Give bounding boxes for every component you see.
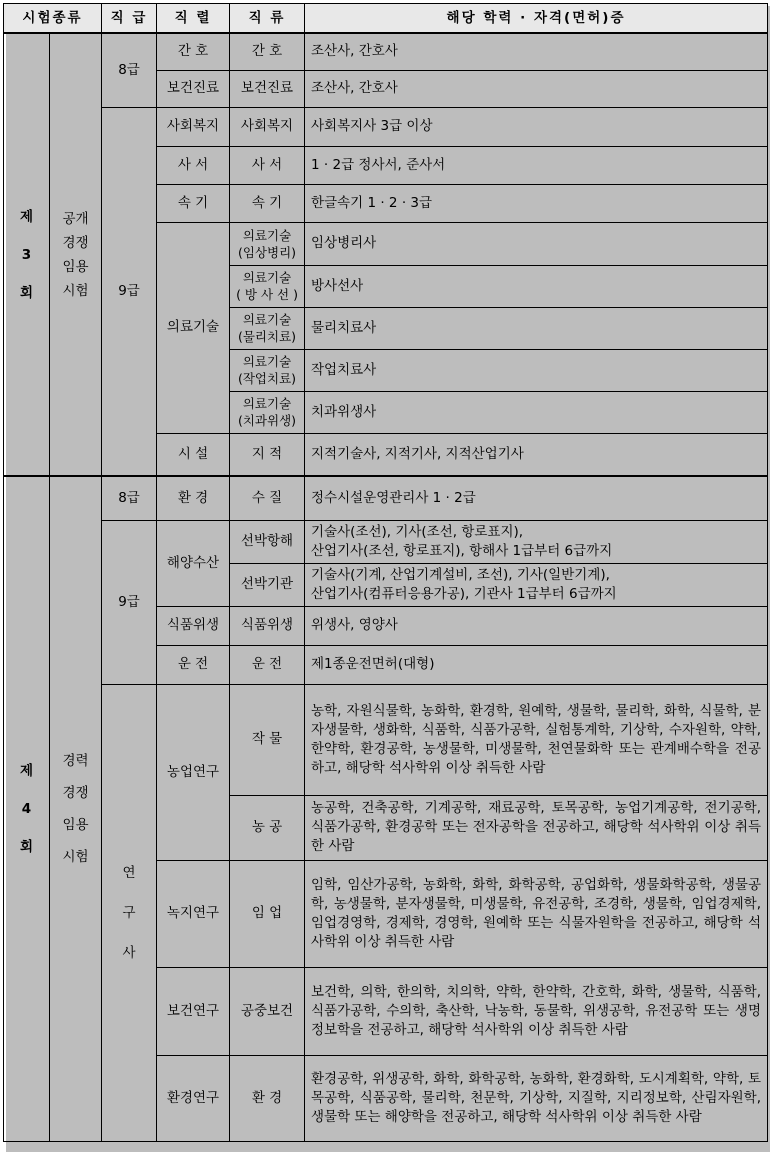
series-cell: 환 경 — [157, 476, 230, 520]
table-row — [4, 684, 768, 795]
requirement-cell: 사회복지사 3급 이상 — [305, 107, 768, 146]
series-cell: 사회복지 — [157, 107, 230, 146]
table-row — [4, 33, 768, 70]
kind-cell: 지 적 — [230, 433, 305, 476]
kind-cell: 의료기술 (임상병리) — [230, 222, 305, 265]
kind-cell: 선박기관 — [230, 563, 305, 606]
round3-grade9: 9급 — [102, 107, 157, 476]
kind-cell: 의료기술 (물리치료) — [230, 307, 305, 349]
kind-cell: 보건진료 — [230, 70, 305, 107]
requirement-cell: 임학, 임산가공학, 농화학, 화학, 화학공학, 공업화학, 생물화학공학, 생물공학, 농생물학, 분자생물학, 미생물학, 유전공학, 조경학, 생물학, 임업경제학, 임업경영학, 경제학, 경영학, 원예학 또는 식물자원학을 전공하고, 해당학 석사학위 이상 취득한 사람 — [305, 860, 768, 967]
requirement-cell: 조산사, 간호사 — [305, 33, 768, 70]
kind-cell: 선박항해 — [230, 520, 305, 563]
series-cell: 운 전 — [157, 645, 230, 684]
header-row — [4, 4, 768, 34]
series-medical: 의료기술 — [157, 222, 230, 433]
kind-cell: 임 업 — [230, 860, 305, 967]
kind-cell: 수 질 — [230, 476, 305, 520]
requirement-cell: 1 · 2급 정사서, 준사서 — [305, 146, 768, 184]
series-marine: 해양수산 — [157, 520, 230, 606]
series-cell: 식품위생 — [157, 606, 230, 645]
series-cell: 보건연구 — [157, 967, 230, 1055]
round3-exam-type: 공개 경쟁 임용 시험 — [50, 33, 102, 476]
series-cell: 시 설 — [157, 433, 230, 476]
kind-cell: 의료기술 (치과위생) — [230, 391, 305, 433]
requirement-cell: 조산사, 간호사 — [305, 70, 768, 107]
requirement-cell: 정수시설운영관리사 1 · 2급 — [305, 476, 768, 520]
qualification-table — [3, 3, 768, 1142]
round4-grade9: 9급 — [102, 520, 157, 684]
kind-cell: 사 서 — [230, 146, 305, 184]
requirement-cell: 한글속기 1 · 2 · 3급 — [305, 184, 768, 222]
table-row — [4, 107, 768, 146]
table-row — [4, 520, 768, 563]
header-exam-type: 시험종류 — [4, 4, 102, 34]
researcher-grade: 연 구 사 — [102, 684, 157, 1141]
header-requirement: 해당 학력 · 자격(면허)증 — [305, 4, 768, 34]
header-series: 직 렬 — [157, 4, 230, 34]
requirement-cell: 작업치료사 — [305, 349, 768, 391]
requirement-cell: 농공학, 건축공학, 기계공학, 재료공학, 토목공학, 농업기계공학, 전기공학, 식품가공학, 환경공학 또는 전자공학을 전공하고, 해당학 석사학위 이상 취득한 사람 — [305, 795, 768, 860]
series-agri: 농업연구 — [157, 684, 230, 860]
requirement-cell: 위생사, 영양사 — [305, 606, 768, 645]
kind-cell: 공중보건 — [230, 967, 305, 1055]
requirement-cell: 농학, 자원식물학, 농화학, 환경학, 원예학, 생물학, 물리학, 화학, 식물학, 분자생물학, 생화학, 식품학, 식품가공학, 실험통계학, 기상학, 수자원학, 약학, 한약학, 환경공학, 농생물학, 미생물학, 천연물화학 또는 관계배수학을 전공하고, 해당학 석사학위 이상 취득한 사람 — [305, 684, 768, 795]
series-cell: 사 서 — [157, 146, 230, 184]
kind-cell: 의료기술 ( 방 사 선 ) — [230, 265, 305, 307]
requirement-cell: 기술사(기계, 산업기계설비, 조선), 기사(일반기계), 산업기사(컴퓨터응용가공), 기관사 1급부터 6급까지 — [305, 563, 768, 606]
round4-label: 제 4 회 — [4, 476, 50, 1141]
kind-cell: 간 호 — [230, 33, 305, 70]
requirement-cell: 지적기술사, 지적기사, 지적산업기사 — [305, 433, 768, 476]
requirement-cell: 기술사(조선), 기사(조선, 항로표지), 산업기사(조선, 항로표지), 항해사 1급부터 6급까지 — [305, 520, 768, 563]
requirement-cell: 치과위생사 — [305, 391, 768, 433]
kind-cell: 농 공 — [230, 795, 305, 860]
series-cell: 환경연구 — [157, 1055, 230, 1141]
header-kind: 직 류 — [230, 4, 305, 34]
requirement-cell: 환경공학, 위생공학, 화학, 화학공학, 농화학, 환경화학, 도시계획학, 약학, 토목공학, 식품공학, 물리학, 천문학, 기상학, 지질학, 지리정보학, 산림자원학, 생물학 또는 해양학을 전공하고, 해당학 석사학위 이상 취득한 사람 — [305, 1055, 768, 1141]
series-cell: 보건진료 — [157, 70, 230, 107]
kind-cell: 작 물 — [230, 684, 305, 795]
round4-grade8: 8급 — [102, 476, 157, 520]
series-cell: 녹지연구 — [157, 860, 230, 967]
requirement-cell: 임상병리사 — [305, 222, 768, 265]
kind-cell: 환 경 — [230, 1055, 305, 1141]
requirement-cell: 물리치료사 — [305, 307, 768, 349]
series-cell: 간 호 — [157, 33, 230, 70]
round3-label: 제 3 회 — [4, 33, 50, 476]
header-grade: 직 급 — [102, 4, 157, 34]
kind-cell: 의료기술 (작업치료) — [230, 349, 305, 391]
table-row — [4, 476, 768, 520]
series-cell: 속 기 — [157, 184, 230, 222]
kind-cell: 사회복지 — [230, 107, 305, 146]
round3-grade8: 8급 — [102, 33, 157, 107]
requirement-cell: 방사선사 — [305, 265, 768, 307]
kind-cell: 운 전 — [230, 645, 305, 684]
kind-cell: 속 기 — [230, 184, 305, 222]
round4-exam-type: 경력 경쟁 임용 시험 — [50, 476, 102, 1141]
requirement-cell: 제1종운전면허(대형) — [305, 645, 768, 684]
requirement-cell: 보건학, 의학, 한의학, 치의학, 약학, 한약학, 간호학, 화학, 생물학, 식품학, 식품가공학, 수의학, 축산학, 낙농학, 동물학, 위생공학, 유전공학 또는 생명정보학을 전공하고, 해당학 석사학위 이상 취득한 사람 — [305, 967, 768, 1055]
kind-cell: 식품위생 — [230, 606, 305, 645]
